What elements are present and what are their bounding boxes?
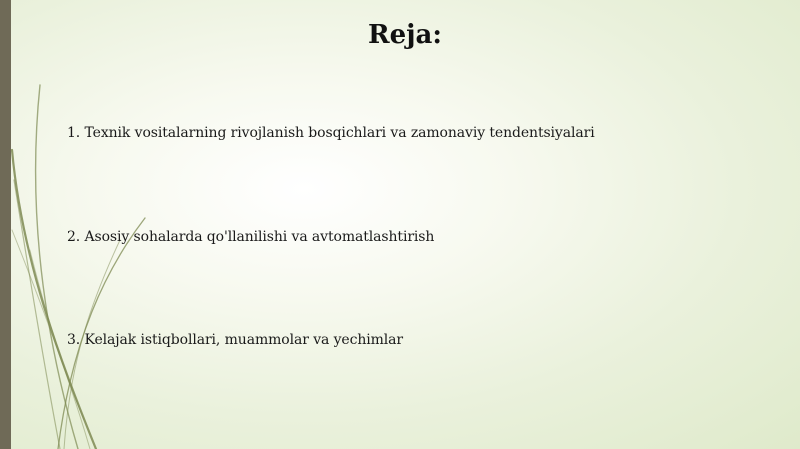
grass-decoration [0, 0, 160, 449]
slide-title: Reja: [367, 20, 442, 50]
plan-item-3: 3. Kelajak istiqbollari, muammolar va yechimlar [67, 332, 404, 348]
plan-item-2: 2. Asosiy sohalarda qo'llanilishi va avtomatlashtirish [67, 229, 435, 245]
plan-item-1: 1. Texnik vositalarning rivojlanish bosqichlari va zamonaviy tendentsiyalari [67, 125, 595, 141]
